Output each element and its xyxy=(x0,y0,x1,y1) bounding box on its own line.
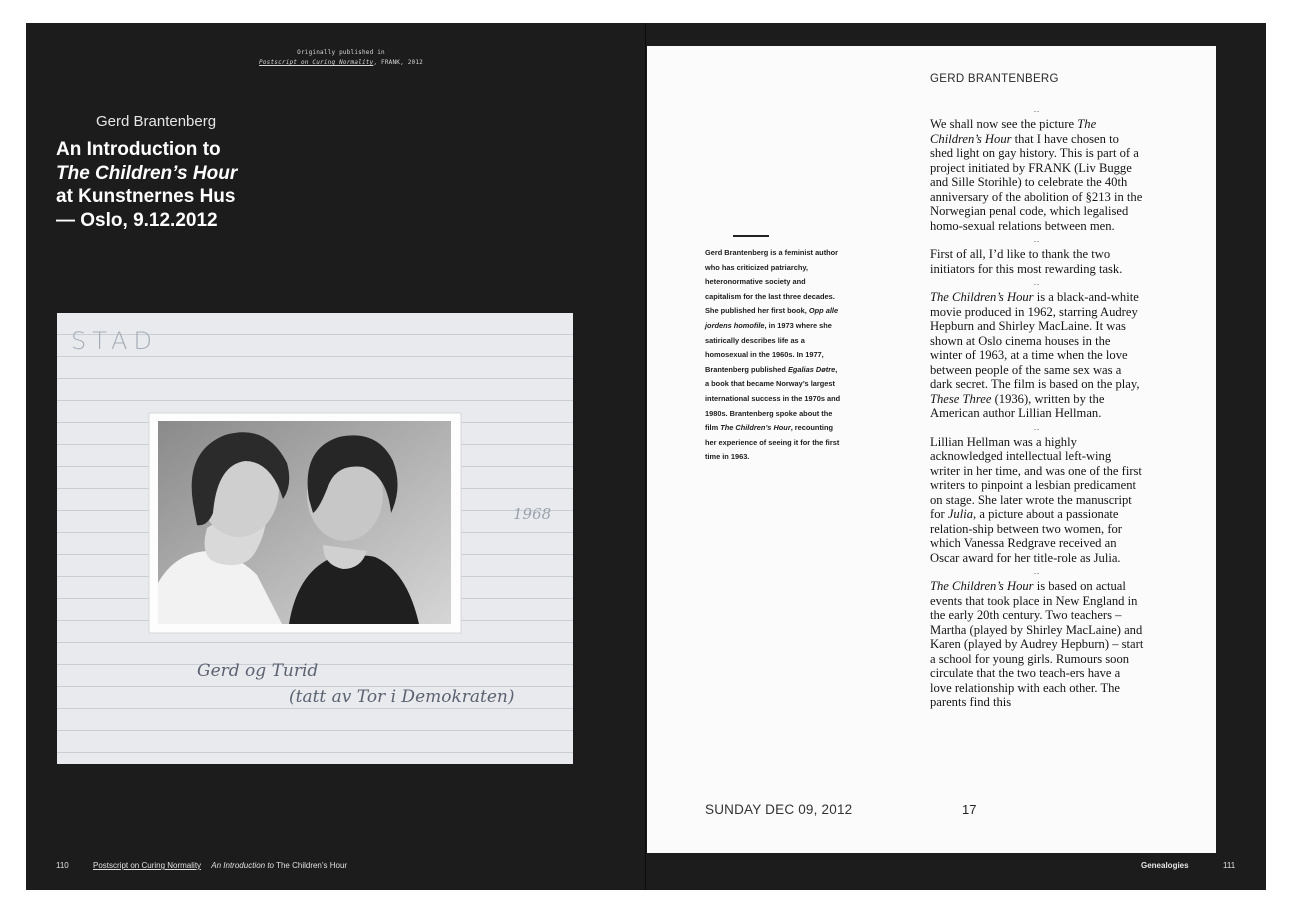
paragraph-1 xyxy=(930,117,1144,233)
pub-note-line2 xyxy=(176,58,506,68)
p4-film: Julia xyxy=(947,507,974,521)
paragraph-3 xyxy=(930,290,1144,421)
sheet-byline: GERD BRANTENBERG xyxy=(930,73,1059,85)
handwriting-stad: STAD xyxy=(71,327,158,355)
bio-text-4: , recounting her experience of seeing it for the first time in 1963. xyxy=(705,423,840,462)
title-film-name: The Children’s Hour xyxy=(56,162,238,184)
right-page xyxy=(646,23,1266,890)
separator-dots: .. xyxy=(1034,105,1040,114)
title-line-1: An Introduction to xyxy=(56,139,221,160)
author-bio xyxy=(705,246,841,465)
archival-photo-page xyxy=(57,313,573,764)
title-line-4: — Oslo, 9.12.2012 xyxy=(56,209,218,231)
bio-text-1: Gerd Brantenberg is a feminist author who has criticized patriarchy, heteronormative society and capitalism for the last three decades. She published her first book, xyxy=(705,248,839,316)
footer-article-italic: An Introduction to xyxy=(211,861,274,870)
paragraph-2: First of all, I’d like to thank the two initiators for this most rewarding task. xyxy=(930,247,1123,276)
left-page-number: 110 xyxy=(56,861,69,870)
p3-film: The Children’s Hour xyxy=(930,290,1034,304)
bio-text-3: , a book that became Norway’s largest international success in the 1970s and 1980s. Brantenberg spoke about the film xyxy=(705,364,841,433)
footer-article-rest: The Children’s Hour xyxy=(274,861,348,870)
paragraph-4 xyxy=(930,435,1144,566)
p5-text: is based on actual events that took place in New England in the early 20th century. Two teachers – Martha (played by Shirley MacLaine) and Karen (played by Audrey Hepburn) – start a school for young girls. Rumours soon circulate that the two teach-ers have a love relationship with each other. The parents find this xyxy=(930,579,1144,709)
bio-rule xyxy=(733,235,769,237)
bio-text-2: , in 1973 where she satirically describes life as a homosexual in the 1960s. In 1977, Brantenberg published xyxy=(705,320,832,374)
p1-text-b: that I have chosen to shed light on gay history. This is part of a project initiated by FRANK (Liv Bugge and Sille Storihle) to celebrate the 40th anniversary of the abolition of §213 in the Norwegian penal code, which legalised homo-sexual relations between men. xyxy=(930,131,1143,233)
section-label: Genealogies xyxy=(1141,861,1189,870)
separator-dots: .. xyxy=(1034,278,1040,287)
author-name: Gerd Brantenberg xyxy=(96,113,217,130)
p1-text-a: We shall now see the picture xyxy=(930,117,1078,131)
p3-text-a: is a black-and-white movie produced in 1962, starring Audrey Hepburn and Shirley MacLaine. It was shown at Oslo cinema houses in the winter of 1963, at a time when the love between people of the same sex was a dark secret. The film is based on the play, xyxy=(930,290,1140,391)
separator-dots: .. xyxy=(1034,567,1040,576)
bio-book-2: Egalias Døtre xyxy=(787,364,836,374)
footer-publication-link[interactable]: Postscript on Curing Normality xyxy=(93,861,202,870)
pub-note-publication-link[interactable]: Postscript on Curing Normality xyxy=(259,59,374,66)
p3-play: These Three xyxy=(930,391,992,406)
sheet-date: SUNDAY DEC 09, 2012 xyxy=(705,802,853,817)
sheet-page-number: 17 xyxy=(962,802,977,817)
p3-text-b: (1936), written by the American author Lillian Hellman. xyxy=(930,391,1105,420)
pub-note-line1: Originally published in xyxy=(297,49,385,56)
p4-text-a: Lillian Hellman was a highly acknowledged intellectual left-wing writer in her time, and was one of the first writers to pinpoint a lesbian predicament on stage. She later wrote the manuscript for xyxy=(930,434,1142,521)
left-footer xyxy=(56,861,347,870)
typescript-sheet xyxy=(647,46,1216,853)
separator-dots: .. xyxy=(1034,422,1040,432)
title-line-3: at Kunstnernes Hus xyxy=(56,186,236,207)
separator-dots: .. xyxy=(1034,235,1040,244)
left-page xyxy=(26,23,645,890)
speech-text xyxy=(930,103,1144,710)
handwriting-caption-names: Gerd og Turid xyxy=(197,661,319,681)
title-line-2 xyxy=(56,162,316,186)
publication-note xyxy=(176,48,506,68)
handwriting-year: 1968 xyxy=(513,505,552,523)
article-title xyxy=(56,138,316,232)
p1-film: The Children’s Hour xyxy=(930,117,1097,146)
handwriting-caption-credit: (tatt av Tor i Demokraten) xyxy=(289,687,515,707)
pub-note-rest: , FRANK, 2012 xyxy=(373,59,423,66)
p4-text-b: , a picture about a passionate relation-ship between two women, for which Vanessa Redgrave received an Oscar award for her title-role as Julia. xyxy=(930,507,1122,565)
paragraph-5 xyxy=(930,579,1144,710)
bio-book-1: Opp alle jordens homofile xyxy=(705,306,839,330)
bio-film: The Children’s Hour xyxy=(720,423,791,433)
right-page-number: 111 xyxy=(1223,861,1236,870)
magazine-spread xyxy=(26,23,1266,890)
p5-film: The Children’s Hour xyxy=(930,579,1034,593)
